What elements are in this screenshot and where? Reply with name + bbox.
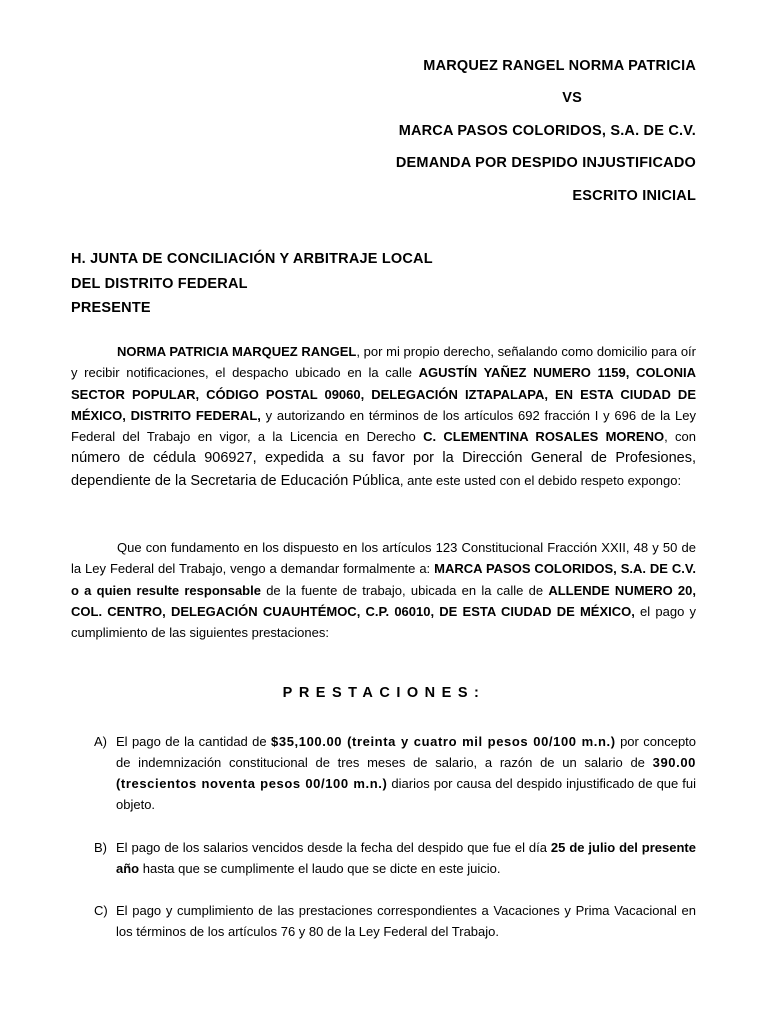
header-demandado: MARCA PASOS COLORIDOS, S.A. DE C.V.	[398, 123, 696, 139]
licenciada-name: C. CLEMENTINA ROSALES MORENO	[423, 429, 665, 445]
item-marker: A)	[94, 734, 107, 749]
fundamento-paragraph: Que con fundamento en los dispuesto en los artículos 123 Constitucional Fracción XXII, 48 y 50 de la Ley Federal del Trabajo, vengo a demandar formalmente a: MARCA PASOS COLORIDOS, S.A. DE C.V. o a quien resulte responsable de la fuente de trabajo, ubicada en la calle de ALLENDE NUMERO 20, COL. CENTRO, DELEGACIÓN CUAUHTÉMOC, C.P. 06010, DE ESTA CIUDAD DE MÉXICO, el pago y cumplimiento de las siguientes prestaciones:	[71, 540, 697, 641]
ubicacion-empresa: ALLENDE NUMERO 20, COL. CENTRO, DELEGACIÓN CUAUHTÉMOC, C.P. 06010, DE ESTA CIUDAD DE MÉXICO,	[71, 582, 697, 619]
empresa-demandada: MARCA PASOS COLORIDOS, S.A. DE C.V. o a quien resulte responsable	[71, 561, 696, 598]
item-marker: B)	[94, 840, 107, 855]
address-line-1: H. JUNTA DE CONCILIACIÓN Y ARBITRAJE LOCAL	[71, 251, 433, 267]
address-line-2: DEL DISTRITO FEDERAL	[71, 276, 248, 292]
prestacion-item-c: C) El pago y cumplimiento de las prestaciones correspondientes a Vacaciones y Prima Vacacional en los términos de los artículos 76 y 80 de la Ley Federal del Trabajo.	[94, 900, 696, 942]
header-tipo-demanda: DEMANDA POR DESPIDO INJUSTIFICADO	[395, 155, 696, 171]
domicilio: AGUSTÍN YAÑEZ NUMERO 1159, COLONIA SECTOR POPULAR, CÓDIGO POSTAL 09060, DELEGACIÓN IZTAPALAPA, EN ESTA CIUDAD DE MÉXICO, DISTRITO FEDERAL,	[71, 365, 696, 423]
intro-paragraph: NORMA PATRICIA MARQUEZ RANGEL, por mi propio derecho, señalando como domicilio para oír y recibir notificaciones, el despacho ubicado en la calle AGUSTÍN YAÑEZ NUMERO 1159, COLONIA SECTOR POPULAR, CÓDIGO POSTAL 09060, DELEGACIÓN IZTAPALAPA, EN ESTA CIUDAD DE MÉXICO, DISTRITO FEDERAL, y autorizando en términos de los artículos 692 fracción I y 696 de la Ley Federal del Trabajo en vigor, a la Licencia en Derecho C. CLEMENTINA ROSALES MORENO, con número de cédula 906927, expedida a su favor por la Dirección General de Profesiones, dependiente de la Secretaria de Educación Pública, ante este usted con el debido respeto expongo:	[71, 344, 696, 489]
address-line-3: PRESENTE	[71, 300, 151, 316]
header-vs: VS	[562, 90, 582, 106]
prestacion-item-b: B) El pago de los salarios vencidos desde la fecha del despido que fue el día 25 de julio del presente año hasta que se cumplimente el laudo que se dicte en este juicio.	[94, 837, 696, 879]
prestaciones-title: PRESTACIONES:	[282, 685, 486, 701]
header-actor: MARQUEZ RANGEL NORMA PATRICIA	[423, 58, 696, 74]
item-marker: C)	[94, 903, 108, 918]
header-escrito: ESCRITO INICIAL	[572, 188, 696, 204]
prestacion-item-a: A) El pago de la cantidad de $35,100.00 (treinta y cuatro mil pesos 00/100 m.n.) por concepto de indemnización constitucional de tres meses de salario, a razón de un salario de 390.00 (trescientos noventa pesos 00/100 m.n.) diarios por causa del despido injustificado de que fui objeto.	[94, 731, 696, 815]
actor-name: NORMA PATRICIA MARQUEZ RANGEL	[117, 344, 357, 359]
